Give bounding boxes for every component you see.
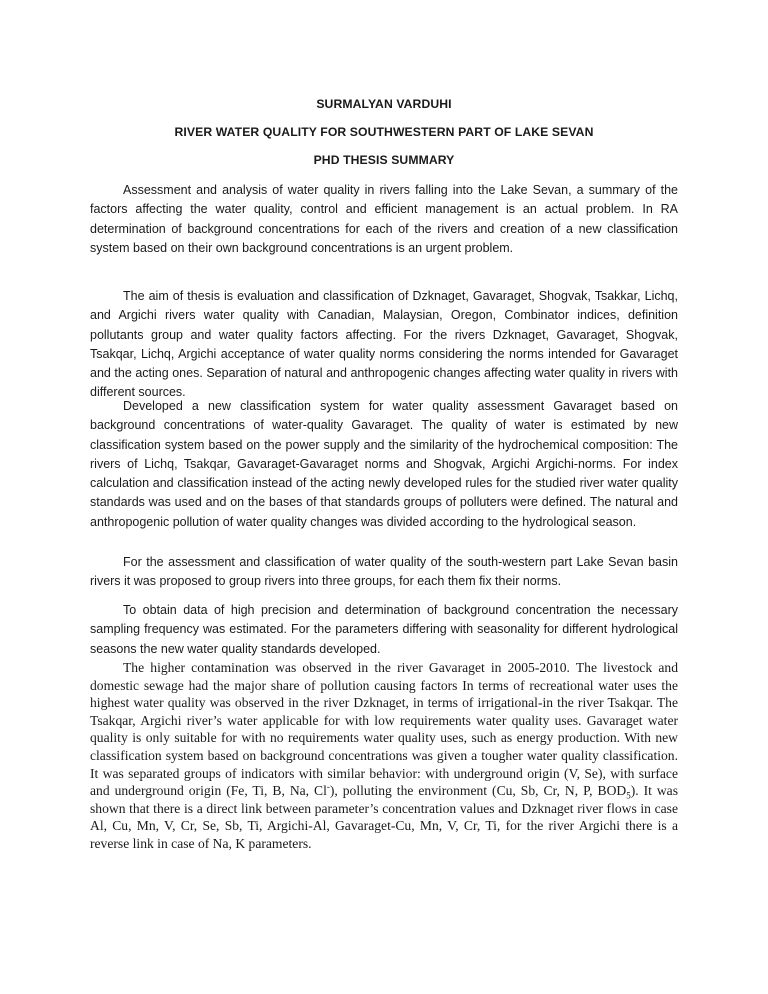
- paragraph-results: [90, 659, 678, 853]
- results-text-part-3: ). It was shown that there is a direct link between parameter’s concentration values and Dzknaget river flows in case Al, Cu, Mn, V, Cr, Se, Sb, Ti, Argichi-Al, Gavaraget-Cu, Mn, V, Cr, Ti, for the river Argichi there is a reverse link in case of Na, K parameters.: [90, 783, 679, 851]
- chloride-charge-superscript: -: [326, 781, 330, 792]
- thesis-subtitle: PHD THESIS SUMMARY: [313, 153, 455, 167]
- results-text-part-1: The higher contamination was observed in the river Gavaraget in 2005-2010. The livestock and domestic sewage had the major share of pollution causing factors In terms of recreational water uses the highest water quality was observed in the river Dzknaget, in terms of irrigational-in the river Tsakqar. The Tsakqar, Argichi river’s water applicable for with low requirements water quality uses. Gavaraget water quality is only suitable for with no requirements water quality uses, such as energy production. With new classification system based on background concentrations was given a tougher water quality classification. It was separated groups of indicators with similar behavior: with underground origin (V, Se), with surface and underground origin (Fe, Ti, B, Na, Cl: [90, 660, 678, 799]
- results-text-part-2: ), polluting the environment (Cu, Sb, Cr, N, P, BOD: [329, 783, 627, 799]
- paragraph-intro: Assessment and analysis of water quality in rivers falling into the Lake Sevan, a summary of the factors affecting the water quality, control and efficient management is an actual problem. In RA determination of background concentrations for each of the rivers and creation of a new classification system based on their own background concentrations is an urgent problem.: [90, 183, 678, 255]
- bod-subscript: 5: [626, 790, 631, 801]
- paragraph-aim: The aim of thesis is evaluation and classification of Dzknaget, Gavaraget, Shogvak, Tsakkar, Lichq, and Argichi rivers water quality with Canadian, Malaysian, Oregon, Combinator indices, definition pollutants group and water quality factors affecting. For the rivers Dzknaget, Gavaraget, Shogvak, Tsakqar, Lichq, Argichi acceptance of water quality norms considering the norms intended for Gavaraget and the acting ones. Separation of natural and anthropogenic changes affecting water quality in rivers with different sources.: [90, 289, 678, 400]
- paragraph-grouping: For the assessment and classification of water quality of the south-western part Lake Sevan basin rivers it was proposed to group rivers into three groups, for each them fix their norms.: [90, 555, 678, 589]
- paragraph-classification: Developed a new classification system for water quality assessment Gavaraget based on background concentrations of water-quality Gavaraget. The quality of water is estimated by new classification system based on the power supply and the similarity of the hydrochemical composition: The rivers of Lichq, Tsakqar, Gavaraget-Gavaraget norms and Shogvak, Argichi Argichi-norms. For index calculation and classification instead of the acting newly developed rules for the studied river water quality standards was used and on the bases of that standards groups of polluters were defined. The natural and anthropogenic pollution of water quality changes was divided according to the hydrological season.: [90, 399, 678, 529]
- author-name: SURMALYAN VARDUHI: [316, 97, 452, 111]
- thesis-title: RIVER WATER QUALITY FOR SOUTHWESTERN PART OF LAKE SEVAN: [174, 125, 594, 139]
- paragraph-sampling: To obtain data of high precision and determination of background concentration the necessary sampling frequency was estimated. For the parameters differing with seasonality for different hydrological seasons the new water quality standards developed.: [90, 603, 678, 656]
